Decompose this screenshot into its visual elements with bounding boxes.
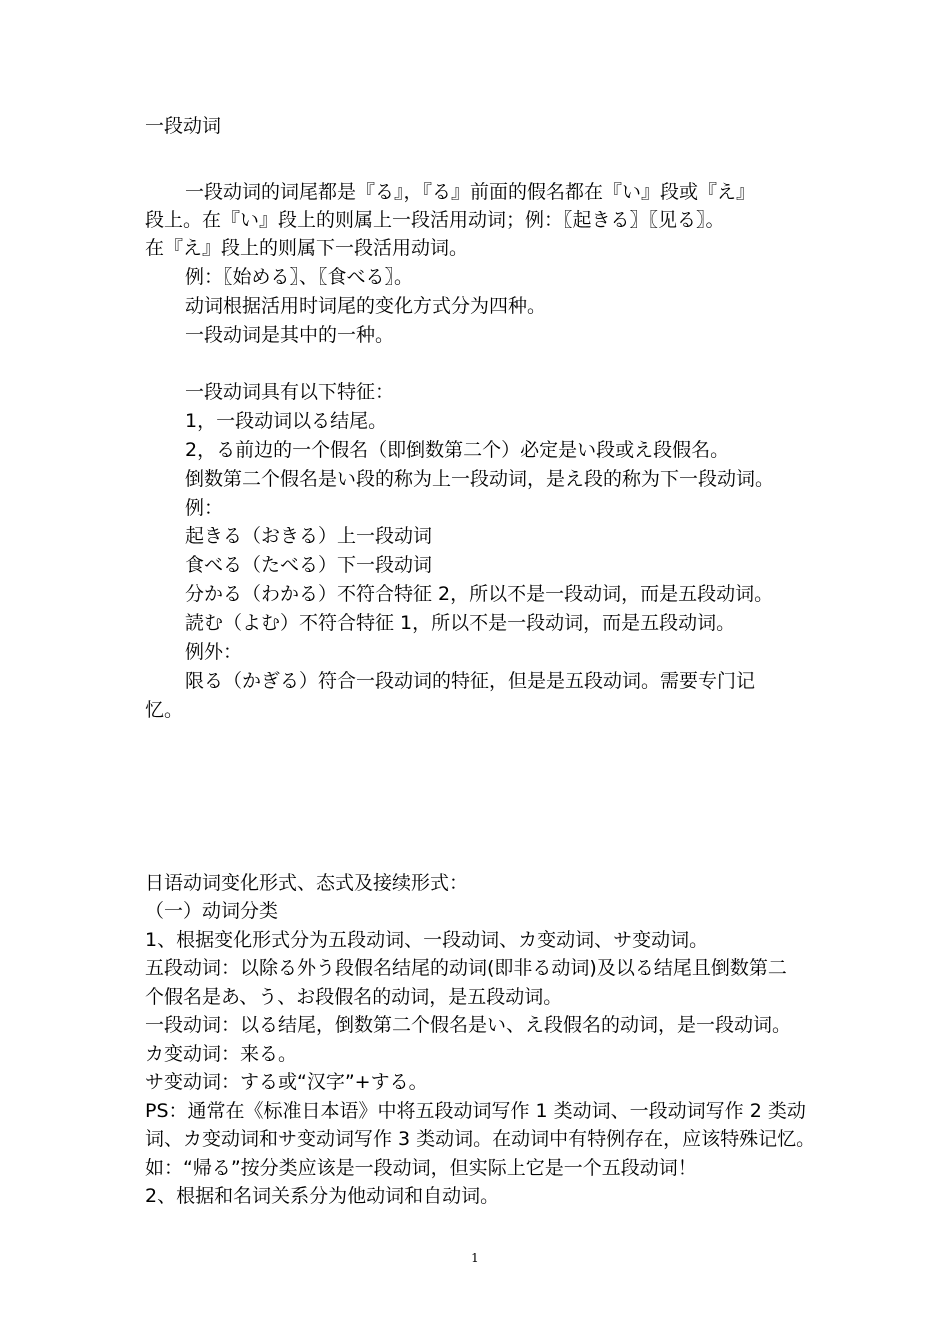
list-item: 2、根据和名词关系分为他动词和自动词。 (145, 1185, 500, 1207)
paragraph-line: 动词根据活用时词尾的变化方式分为四种。 (185, 295, 547, 317)
paragraph-line: 例： (185, 497, 224, 519)
list-item: 1，一段动词以る结尾。 (185, 410, 388, 432)
paragraph-line: サ变动词：する或“汉字”+する。 (145, 1071, 428, 1093)
list-item: 1、根据变化形式分为五段动词、一段动词、カ变动词、サ变动词。 (145, 929, 709, 951)
paragraph-line: 例外： (185, 641, 243, 663)
section-title: 一段动词 (145, 115, 222, 137)
paragraph-line: 个假名是あ、う、お段假名的动词，是五段动词。 (145, 986, 563, 1008)
list-item: 2，る前边的一个假名（即倒数第二个）必定是い段或え段假名。 (185, 439, 730, 461)
paragraph-line: 一段动词的词尾都是『る』，『る』前面的假名都在『い』段或『え』 (185, 181, 756, 203)
paragraph-line: 段上。在『い』段上的则属上一段活用动词；例：〖起きる〗〖见る〗。 (145, 209, 725, 231)
paragraph-line: 词、カ变动词和サ变动词写作 3 类动词。在动词中有特例存在，应该特殊记忆。 (145, 1128, 816, 1150)
paragraph-line: 例：〖始める〗、〖食べる〗。 (185, 266, 414, 288)
paragraph-line: 倒数第二个假名是い段的称为上一段动词，是え段的称为下一段动词。 (185, 468, 775, 490)
paragraph-line: カ变动词：来る。 (145, 1043, 298, 1065)
section-title: 日语动词变化形式、态式及接续形式： (145, 872, 469, 894)
example-line: 読む（よむ）不符合特征 1，所以不是一段动词，而是五段动词。 (185, 612, 736, 634)
paragraph-line: 如：“帰る”按分类应该是一段动词，但实际上它是一个五段动词！ (145, 1157, 697, 1179)
subsection-title: （一）动词分类 (145, 900, 279, 922)
example-line: 起きる（おきる）上一段动词 (185, 525, 433, 547)
page-number: 1 (471, 1251, 479, 1265)
paragraph-line: 在『え』段上的则属下一段活用动词。 (145, 237, 469, 259)
paragraph-line: 一段动词：以る结尾，倒数第二个假名是い、え段假名的动词，是一段动词。 (145, 1014, 792, 1036)
paragraph-line: 忆。 (145, 699, 184, 721)
paragraph-line: 五段动词：以除る外う段假名结尾的动词(即非る动词)及以る结尾且倒数第二 (145, 957, 787, 979)
paragraph-line: 限る（かぎる）符合一段动词的特征，但是是五段动词。需要专门记 (185, 670, 756, 692)
paragraph-line: 一段动词具有以下特征： (185, 381, 395, 403)
paragraph-line: 一段动词是其中的一种。 (185, 324, 395, 346)
paragraph-line: PS：通常在《标准日本语》中将五段动词写作 1 类动词、一段动词写作 2 类动 (145, 1100, 806, 1122)
example-line: 食べる（たべる）下一段动词 (185, 554, 433, 576)
example-line: 分かる（わかる）不符合特征 2，所以不是一段动词，而是五段动词。 (185, 583, 774, 605)
